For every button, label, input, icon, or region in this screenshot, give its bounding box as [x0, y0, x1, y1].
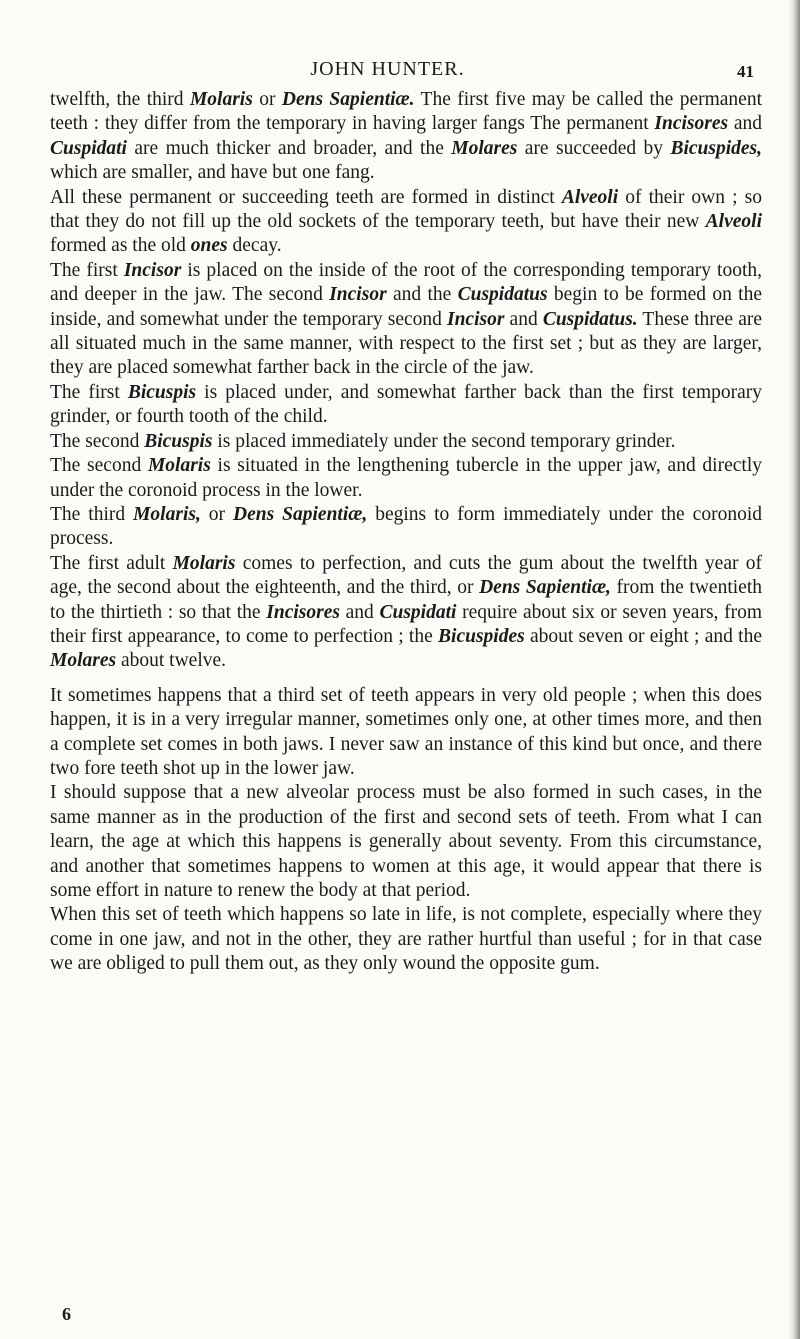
text-run: about seven or eight ; and the — [524, 625, 762, 647]
italic-term: Cuspidati — [379, 601, 457, 623]
paragraph — [50, 259, 762, 381]
italic-term: ones — [190, 235, 228, 257]
text-run: The first — [50, 381, 128, 403]
text-run: and the — [386, 284, 458, 306]
text-run: and — [504, 308, 543, 330]
text-run: When this set of teeth which happens so late in life, is not complete, especially where they come in one jaw, and not in the other, they are rather hurtful than useful ; for in that case we are obliged to pull them out, as they only wound the opposite gum. — [50, 904, 762, 975]
text-run: The third — [50, 503, 134, 525]
signature-mark: 6 — [62, 1304, 71, 1324]
text-run: are much thicker and broader, and the — [126, 137, 452, 159]
italic-term: Incisor — [447, 308, 505, 330]
text-run: The first adult — [50, 552, 173, 574]
paragraph — [50, 454, 762, 503]
italic-term: Dens Sapientiæ, — [233, 503, 368, 525]
text-run: about twelve. — [116, 650, 227, 672]
text-run: is placed under, and somewhat farther back than the first temporary grinder, or fourth tooth of the child. — [50, 381, 763, 428]
text-run: and — [728, 113, 763, 135]
text-run: require about six or seven years, from their first appearance, to come to perfection ; the — [50, 601, 762, 647]
text-run: is placed on the inside of the root of the corresponding temporary tooth, and deeper in the jaw. The second — [50, 259, 762, 306]
italic-term: Incisor — [123, 259, 182, 281]
text-run: It sometimes happens that a third set of teeth appears in very old people ; when this does happen, it is in a very irregular manner, sometimes only one, at other times more, and then a complete set comes in both jaws. I never saw an instance of this kind but once, and there two fore teeth shot up in the lower jaw. — [50, 684, 762, 779]
text-run: These three are all situated much in the same manner, with respect to the first set ; but as they are larger, they are placed somewhat farther back in the circle of the jaw. — [50, 308, 763, 379]
text-run: or — [200, 503, 234, 525]
text-run: decay. — [227, 235, 282, 257]
text-run: formed as the old — [50, 235, 191, 257]
paragraph — [50, 781, 762, 903]
italic-term: Molaris, — [133, 503, 201, 525]
italic-term: Alveoli — [705, 211, 762, 233]
text-run: is placed immediately under the second temporary grinder. — [212, 430, 676, 452]
text-run: The second — [50, 455, 148, 477]
italic-term: Bicuspis — [144, 430, 213, 452]
italic-term: Cuspidatus — [457, 284, 548, 306]
italic-term: Molares — [451, 137, 518, 159]
running-head: JOHN HUNTER. — [310, 58, 465, 80]
italic-term: Dens Sapientiæ. — [281, 89, 415, 110]
text-run: are succeeded by — [517, 137, 671, 159]
text-run: All these permanent or succeeding teeth are formed in distinct — [50, 186, 562, 208]
paragraph — [50, 430, 762, 454]
text-run: begin to be formed on the inside, and somewhat under the temporary second — [50, 284, 763, 330]
text-run: of their own ; so that they do not fill up the old sockets of the temporary teeth, but have their new — [50, 186, 762, 233]
paragraph — [50, 684, 762, 782]
italic-term: Cuspidatus. — [542, 308, 638, 330]
text-run: and — [339, 601, 380, 623]
text-run: The second — [50, 430, 145, 452]
page-number: 41 — [737, 62, 754, 81]
italic-term: Incisores — [266, 601, 340, 623]
text-run: The first five may be called the permanent teeth : they differ from the temporary in having larger fangs The permanent — [50, 89, 762, 135]
italic-term: Dens Sapientiæ, — [479, 577, 611, 599]
italic-term: Incisores — [654, 113, 729, 135]
paragraph — [50, 88, 762, 186]
italic-term: Incisor — [329, 284, 387, 306]
italic-term: Molares — [50, 650, 117, 672]
italic-term: Molaris — [172, 552, 236, 574]
text-run: twelfth, the third — [50, 89, 190, 110]
paragraph — [50, 186, 762, 259]
italic-term: Bicuspis — [127, 381, 197, 403]
paragraph — [50, 552, 762, 674]
italic-term: Molaris — [147, 455, 211, 477]
italic-term: Bicuspides — [438, 625, 525, 647]
text-run: I should suppose that a new alveolar process must be also formed in such cases, in the same manner as in the production of the first and second sets of teeth. From what I can learn, the age at which this happens is generally about seventy. From this circumstance, and another that sometimes happens to women at this age, it would appear that there is some effort in nature to renew the body at that period. — [50, 782, 762, 901]
text-run: The first — [50, 259, 124, 281]
text-run: is situated in the lengthening tubercle in the upper jaw, and directly under the coronoid process in the lower. — [50, 455, 762, 501]
body-text — [50, 88, 762, 977]
text-run: which are smaller, and have but one fang. — [50, 162, 375, 184]
page-header — [0, 58, 800, 88]
italic-term: Molaris — [189, 89, 253, 110]
text-run: begins to form immediately under the coronoid process. — [50, 503, 762, 550]
italic-term: Cuspidati — [50, 137, 127, 159]
italic-term: Bicuspides, — [670, 137, 762, 159]
italic-term: Alveoli — [561, 186, 619, 208]
page-edge-shadow — [788, 0, 800, 1339]
text-run: or — [252, 89, 282, 110]
text-run: from the twentieth to the thirtieth : so that the — [50, 577, 762, 623]
paragraph — [50, 903, 762, 976]
paragraph — [50, 503, 762, 552]
text-run: comes to perfection, and cuts the gum about the twelfth year of age, the second about the eighteenth, and the third, or — [50, 552, 762, 599]
paragraph — [50, 381, 762, 430]
